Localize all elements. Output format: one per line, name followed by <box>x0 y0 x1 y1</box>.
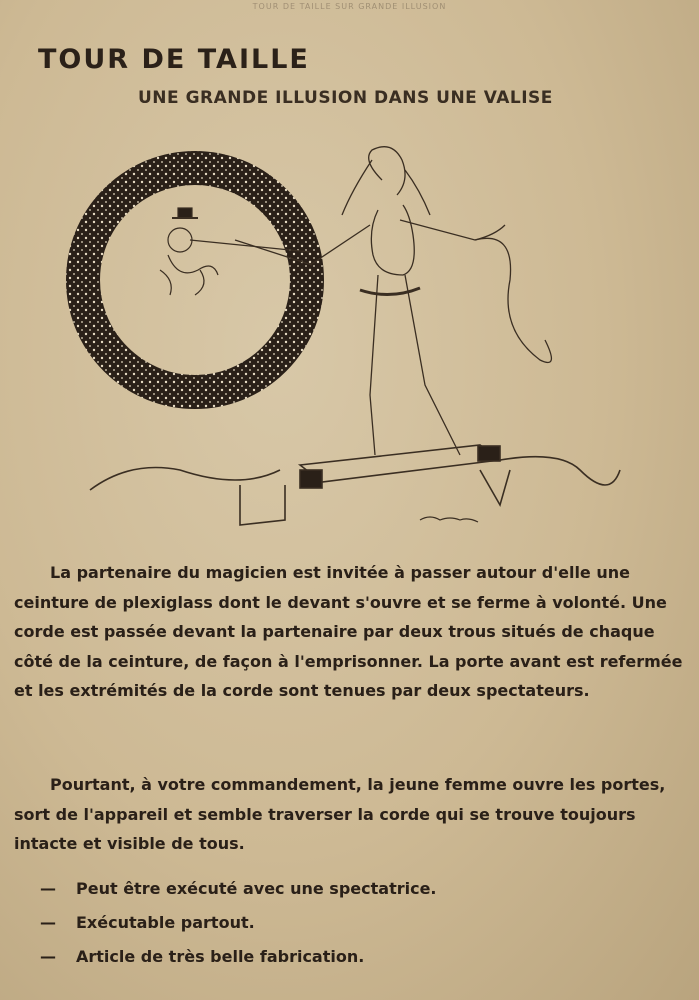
artist-signature <box>420 517 478 522</box>
description-paragraph-1: La partenaire du magicien est invitée à passer autour d'elle une ceinture de plexiglass dont le devant s'ouvre et se ferme à volonté. Une corde est passée devant la partenaire par deux trous situés de chaque côté de la ceinture, de façon à l'emprisonner. La porte avant est refermée et les extrémités de la corde sont tenues par deux spectateurs. <box>14 563 683 700</box>
page-title: TOUR DE TAILLE <box>38 44 310 75</box>
feature-text: Peut être exécuté avec une spectatrice. <box>76 879 437 898</box>
hoop-ring <box>83 168 307 392</box>
page-subtitle: UNE GRANDE ILLUSION DANS UNE VALISE <box>138 88 553 108</box>
feature-text: Article de très belle fabrication. <box>76 947 365 966</box>
magic-trick-illustration <box>60 140 640 540</box>
feature-list <box>40 872 437 974</box>
stand-box <box>240 445 510 525</box>
dash-bullet: — <box>40 947 56 966</box>
feature-item <box>40 940 437 974</box>
description-paragraph-2: Pourtant, à votre commandement, la jeune femme ouvre les portes, sort de l'appareil et semble traverser la corde qui se trouve toujours intacte et visible de tous. <box>14 775 666 853</box>
running-head: TOUR DE TAILLE SUR GRANDE ILLUSION <box>252 2 447 11</box>
feature-item <box>40 872 437 906</box>
feature-item <box>40 906 437 940</box>
dash-bullet: — <box>40 879 56 898</box>
rope <box>90 457 620 490</box>
dash-bullet: — <box>40 913 56 932</box>
feature-text: Exécutable partout. <box>76 913 255 932</box>
